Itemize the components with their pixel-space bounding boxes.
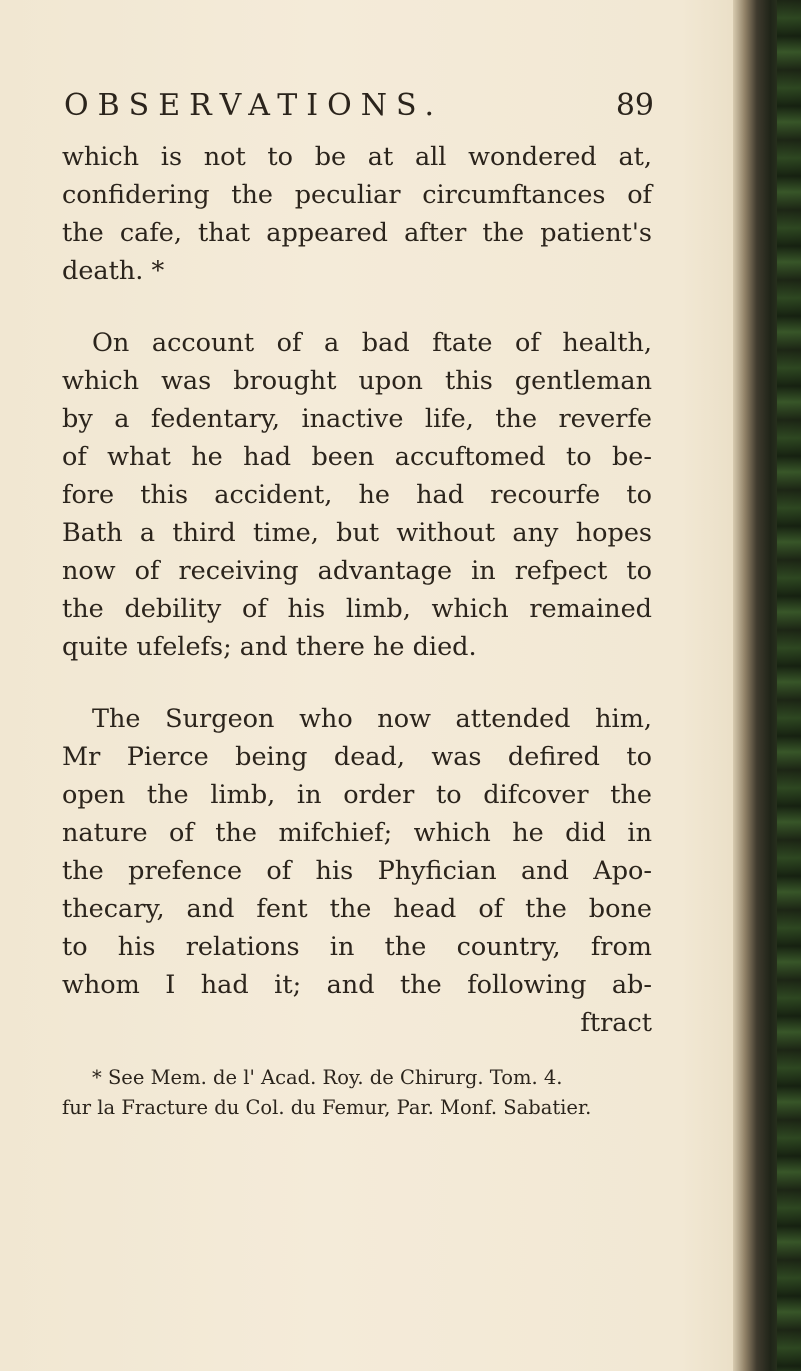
paragraph-gap: [62, 666, 652, 700]
text-line: by a fedentary, inactive life, the reverfe: [62, 404, 652, 434]
body-text: [62, 138, 652, 1042]
text-line: confidering the peculiar circumftances of: [62, 180, 652, 210]
text-line: the debility of his limb, which remained: [62, 594, 652, 624]
footnote-line: fur la Fracture du Col. du Femur, Par. Monf. Sabatier.: [62, 1096, 592, 1119]
paragraph-gap: [62, 290, 652, 324]
text-line: quite ufelefs; and there he died.: [62, 632, 477, 662]
text-line: of what he had been accuftomed to be-: [62, 442, 652, 472]
text-line: the prefence of his Phyfician and Apo-: [62, 856, 652, 886]
text-line: the cafe, that appeared after the patient's: [62, 218, 652, 248]
text-line: now of receiving advantage in refpect to: [62, 556, 652, 586]
text-line: nature of the mifchief; which he did in: [62, 818, 652, 848]
text-line: fore this accident, he had recourfe to: [62, 480, 652, 510]
catchword: ftract: [580, 1008, 652, 1038]
footnote-line: * See Mem. de l' Acad. Roy. de Chirurg. Tom. 4.: [92, 1066, 563, 1089]
text-line: thecary, and fent the head of the bone: [62, 894, 652, 924]
text-line: The Surgeon who now attended him,: [92, 704, 652, 734]
text-line: which is not to be at all wondered at,: [62, 142, 652, 172]
text-line: Bath a third time, but without any hopes: [62, 518, 652, 548]
page-header: [64, 88, 654, 138]
text-line: On account of a bad ftate of health,: [92, 328, 652, 358]
text-line: which was brought upon this gentleman: [62, 366, 652, 396]
binding-strip: [777, 0, 801, 1371]
text-line: whom I had it; and the following ab-: [62, 970, 652, 1000]
text-line: death. *: [62, 256, 165, 286]
running-title: OBSERVATIONS.: [64, 88, 443, 123]
text-line: open the limb, in order to difcover the: [62, 780, 652, 810]
footnote: [62, 1063, 652, 1123]
book-binding-edge: [733, 0, 801, 1371]
text-line: Mr Pierce being dead, was defired to: [62, 742, 652, 772]
text-line: to his relations in the country, from: [62, 932, 652, 962]
page-number: 89: [615, 88, 654, 123]
